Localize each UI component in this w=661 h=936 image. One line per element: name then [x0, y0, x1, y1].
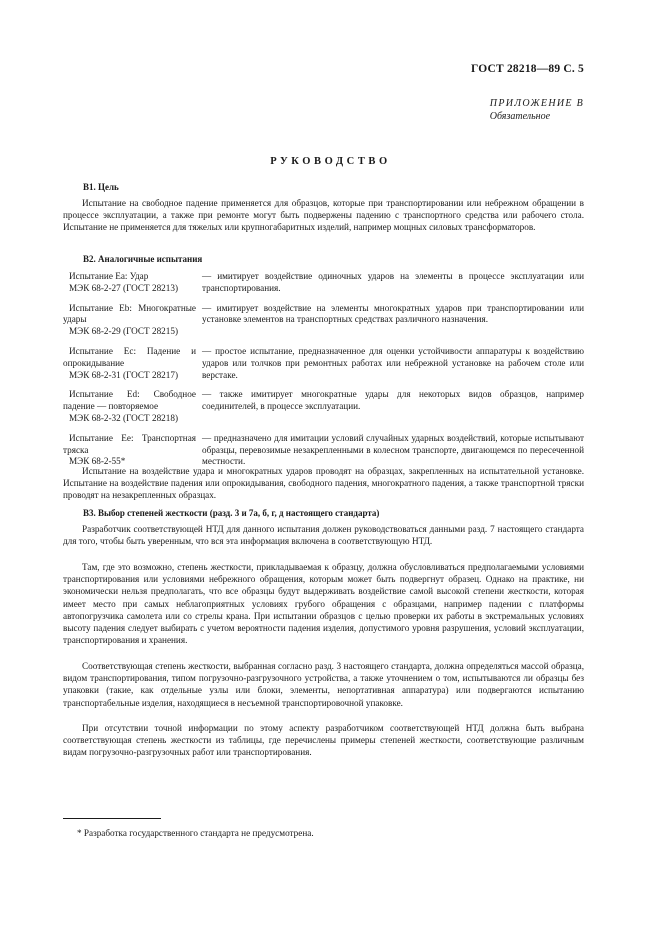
footnote: * Разработка государственного стандарта не предусмотрена.: [77, 828, 314, 838]
appendix-status: Обязательное: [489, 111, 551, 122]
test-standard-code: МЭК 68-2-31 (ГОСТ 28217): [69, 369, 178, 380]
test-description: — предназначено для имитации условий случайных ударных воздействий, которые испытывают образцы, перевозимые незакрепленными в колесном транспорте, двигающемся по пересеченной местности.: [202, 432, 584, 467]
test-description: — имитирует воздействие одиночных ударов на элементы в процессе эксплуатации или транспортирования.: [202, 271, 584, 293]
test-name: Испытание Ed: Свободное падение — повторяемое: [63, 389, 196, 412]
test-standard-code: МЭК 68-2-29 (ГОСТ 28215): [69, 326, 178, 337]
appendix-title: ПРИЛОЖЕНИЕ В: [489, 98, 584, 109]
test-name: Испытание Ec: Падение и опрокидывание: [63, 345, 196, 368]
test-description: — имитирует воздействие на элементы многократных ударов при транспортировании или установке элементов на транспортных средствах различного назначения.: [202, 302, 584, 325]
test-row: [63, 303, 584, 338]
section-b1-heading: В1. Цель: [83, 182, 119, 192]
test-description: — также имитирует многократные удары для некоторых видов образцов, например соединителей, в процессе эксплуатации.: [202, 389, 584, 412]
test-standard-code: МЭК 68-2-27 (ГОСТ 28213): [69, 282, 178, 293]
standard-page-header: ГОСТ 28218—89 С. 5: [471, 63, 584, 75]
test-row: [63, 271, 584, 295]
footnote-divider: [63, 818, 161, 819]
test-row: [63, 346, 584, 381]
test-description: — простое испытание, предназначенное для оценки устойчивости аппаратуры к воздействию ударов или толчков при ремонтных работах или небрежной установке на рабочем столе или верстаке.: [202, 345, 584, 380]
test-name: Испытание Ee: Транспортная тряска: [63, 432, 196, 455]
section-b2-heading: В2. Аналогичные испытания: [83, 254, 203, 264]
test-standard-code: МЭК 68-2-55*: [69, 456, 126, 467]
test-row: [63, 389, 584, 424]
test-row: [63, 433, 584, 468]
test-standard-code: МЭК 68-2-32 (ГОСТ 28218): [69, 412, 178, 423]
section-b3-paragraph: Соответствующая степень жесткости, выбранная согласно разд. 3 настоящего стандарта, должна определяться массой образца, видом транспортирования, типом погрузочно-разгрузочного устройства, а также уточнением о том, испытываются ли образцы без упаковки (такие, как отдельные узлы или блоки, элементы, непортативная аппаратура) или подвергаются испытанию транспортабельные изделия, находящиеся в несъемной транспортировочной упаковке.: [63, 661, 584, 708]
section-b3-paragraph: Там, где это возможно, степень жесткости, прикладываемая к образцу, должна обусловливаться предполагаемыми условиями транспортирования или условиями небрежного обращения, которым может быть подвергнут образец. Однако на практике, ни экономически нельзя предполагать, что все образцы будут выдерживать воздействие самой высокой степени жесткости, которая имеет место при самых неблагоприятных условиях грубого обращения с образцами, например падении с платформы автопогрузчика самолета или со стрелы крана. При испытании образцов с целью проверки их работы в экстремальных условиях высоту падения следует выбирать с учетом вероятности падения изделия, допустимого уровня разрушения, условий эксплуатации, транспортирования и хранения.: [63, 562, 584, 646]
test-name: Испытание Ea: Удар: [69, 271, 149, 281]
section-b3-paragraph: При отсутствии точной информации по этому аспекту разработчиком соответствующей НТД должна быть выбрана соответствующая степень жесткости из таблицы, где перечислены примеры степеней жесткости, соответствующие различным видам погрузочно-разгрузочных работ или транспортирования.: [63, 723, 584, 758]
similar-tests-list: [63, 271, 584, 476]
document-title: РУКОВОДСТВО: [270, 156, 391, 167]
section-b3-heading: В3. Выбор степеней жесткости (разд. 3 и 7а, б, г, д настоящего стандарта): [83, 508, 380, 518]
section-b1-text: Испытание на свободное падение применяется для образцов, которые при транспортировании или небрежном обращении в процессе эксплуатации, а также при ремонте могут быть подвержены падению с транспортного средства или рабочего стола. Испытание не применяется для тяжелых или крупногабаритных изделий, например мощных силовых трансформаторов.: [63, 198, 584, 233]
test-name: Испытание Eb: Многократные удары: [63, 302, 196, 325]
section-b2-closing: Испытание на воздействие удара и многократных ударов проводят на образцах, закрепленных на испытательной установке. Испытание на воздействие падения или опрокидывания, свободного падения, многократного падения, а также транспортной тряски проводят на незакрепленных образцах.: [63, 466, 584, 501]
section-b3-paragraph: Разработчик соответствующей НТД для данного испытания должен руководствоваться данными разд. 7 настоящего стандарта для того, чтобы быть уверенным, что вся эта информация включена в соответствующую НТД.: [63, 524, 584, 547]
appendix-label: [490, 97, 584, 123]
